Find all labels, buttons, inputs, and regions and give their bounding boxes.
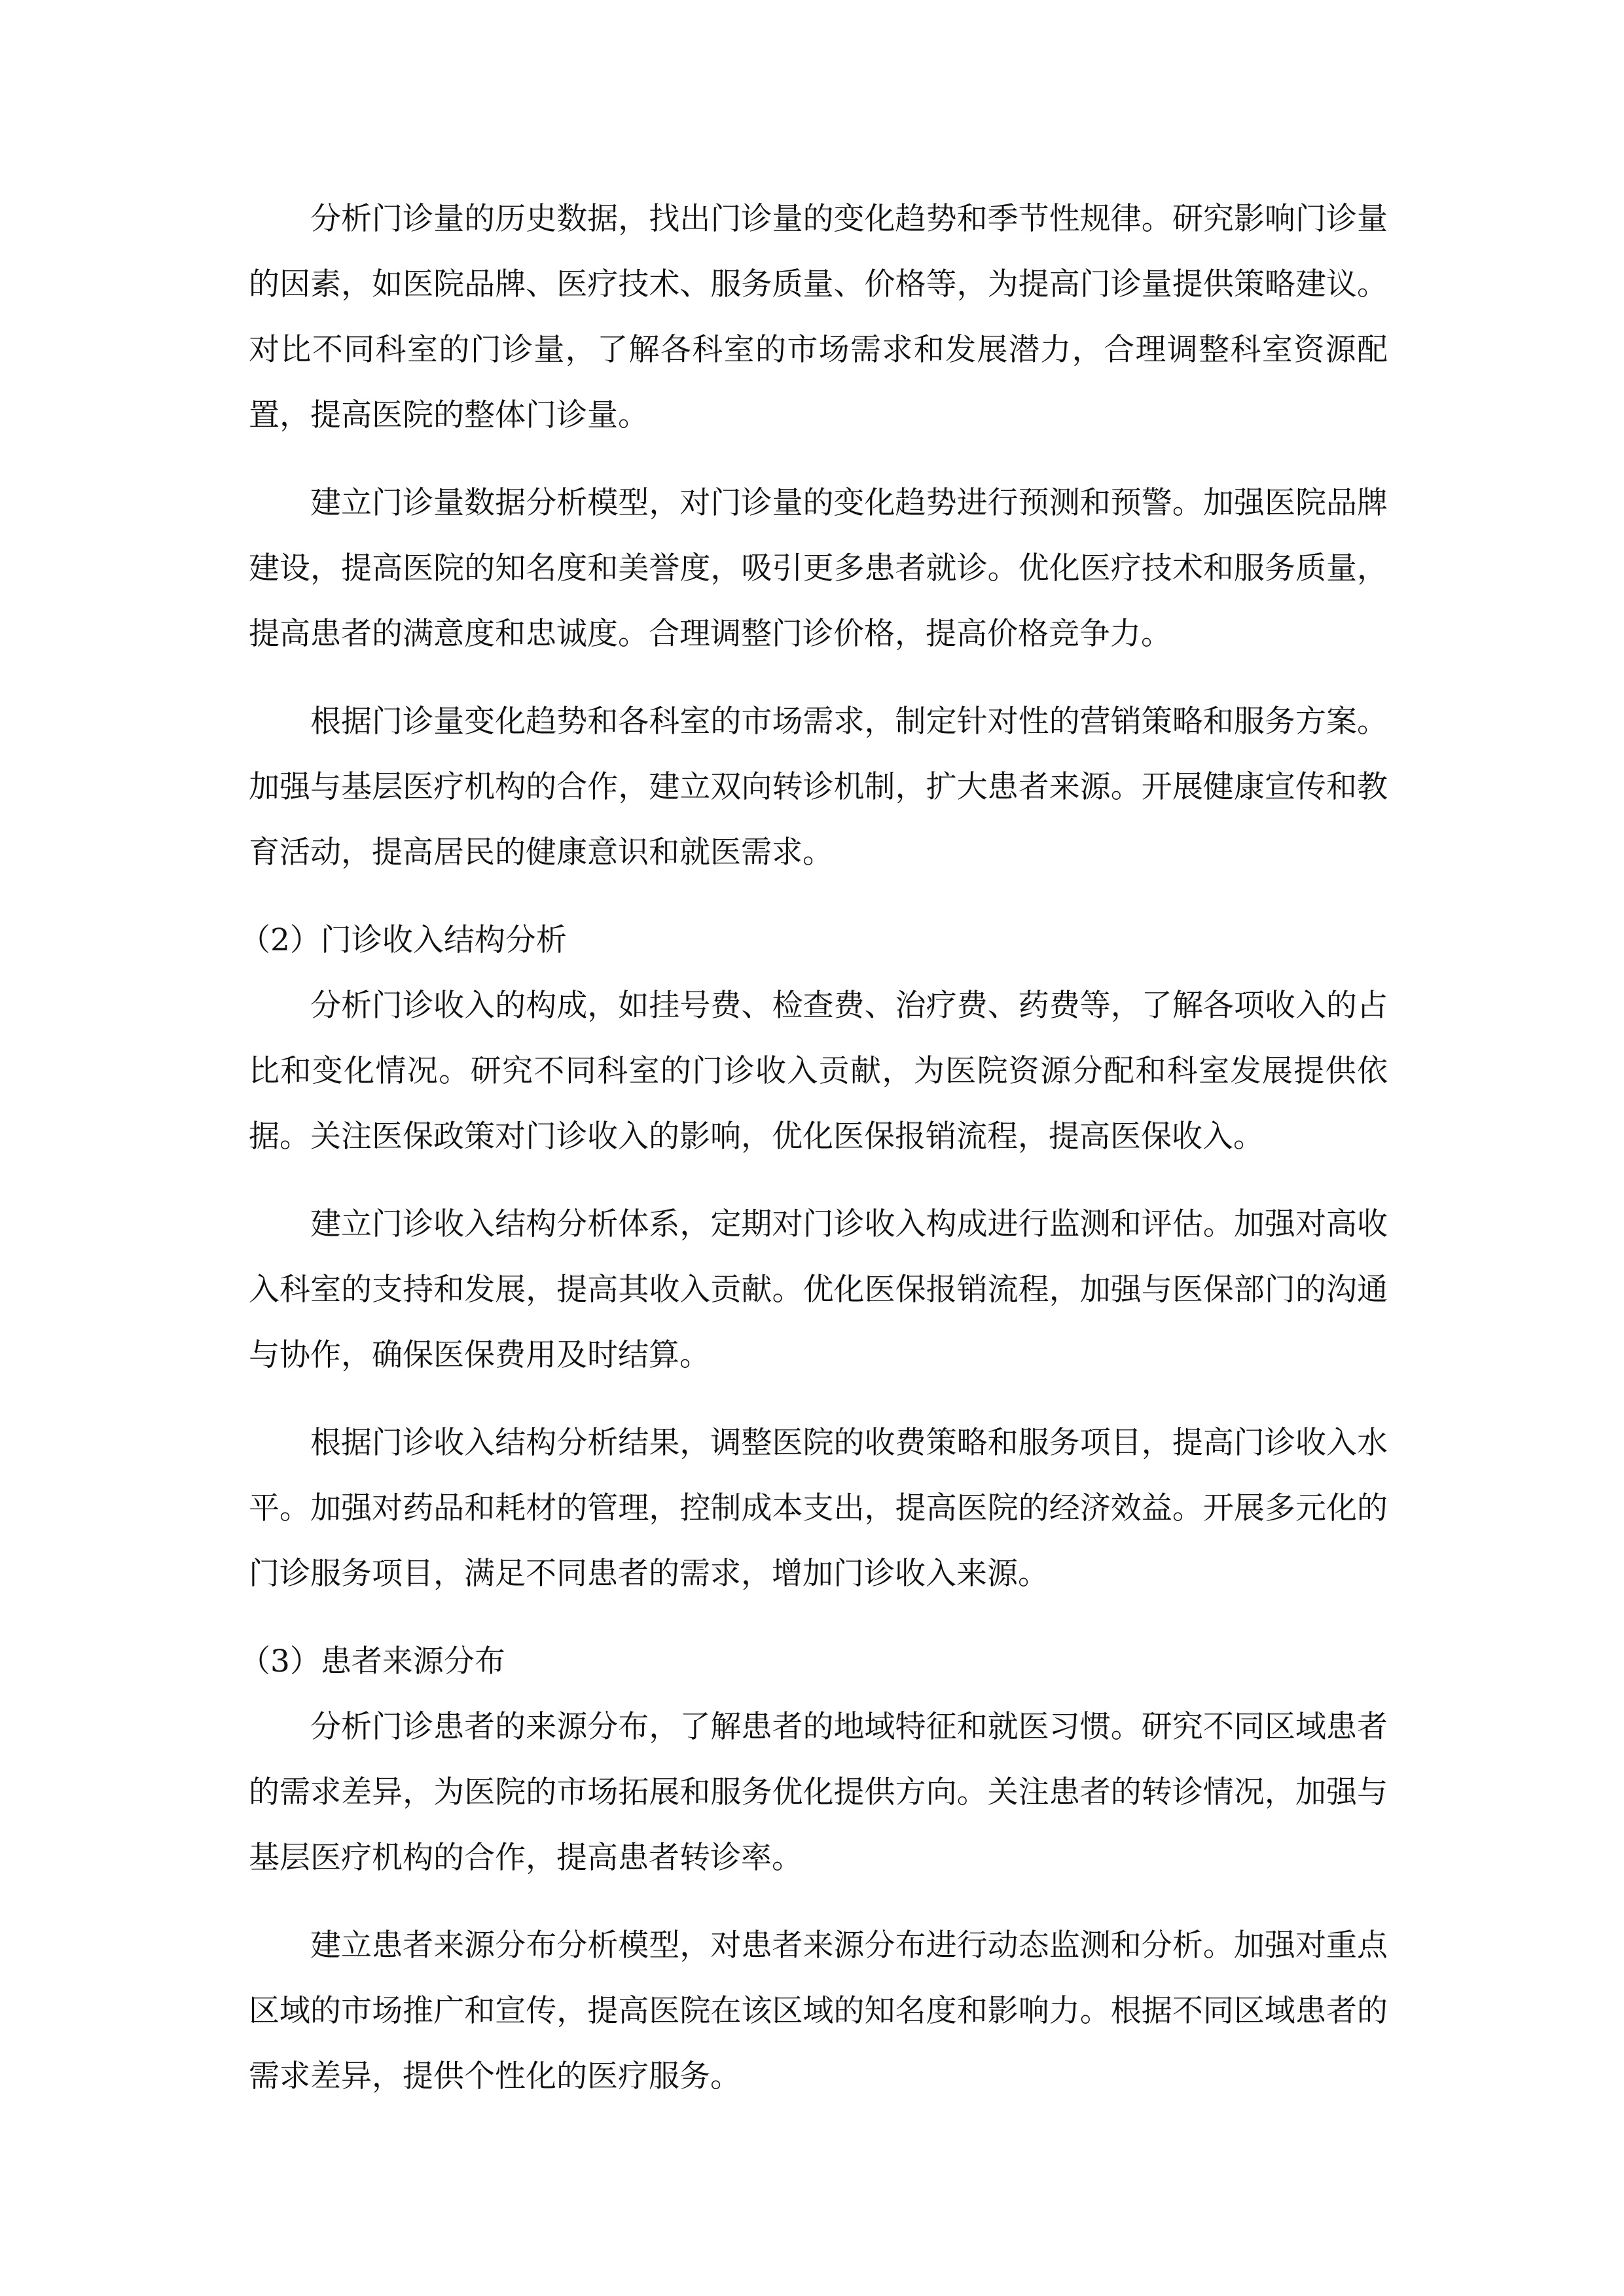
paragraph-outpatient-volume-strategy: 根据门诊量变化趋势和各科室的市场需求，制定针对性的营销策略和服务方案。加强与基层医疗机构的合作，建立双向转诊机制，扩大患者来源。开展健康宣传和教育活动，提高居民的健康意识和就医需求。: [249, 704, 1388, 870]
document-page: [240, 187, 1388, 2109]
paragraph-outpatient-volume-model: 建立门诊量数据分析模型，对门诊量的变化趋势进行预测和预警。加强医院品牌建设，提高医院的知名度和美誉度，吸引更多患者就诊。优化医疗技术和服务质量，提高患者的满意度和忠诚度。合理调整门诊价格，提高价格竞争力。: [249, 485, 1388, 652]
paragraph-income-composition: 分析门诊收入的构成，如挂号费、检查费、治疗费、药费等，了解各项收入的占比和变化情况。研究不同科室的门诊收入贡献，为医院资源分配和科室发展提供依据。关注医保政策对门诊收入的影响，优化医保报销流程，提高医保收入。: [249, 988, 1388, 1155]
paragraph-income-system: 建立门诊收入结构分析体系，定期对门诊收入构成进行监测和评估。加强对高收入科室的支持和发展，提高其收入贡献。优化医保报销流程，加强与医保部门的沟通与协作，确保医保费用及时结算。: [249, 1206, 1388, 1373]
paragraph-patient-source-analysis: 分析门诊患者的来源分布，了解患者的地域特征和就医习惯。研究不同区域患者的需求差异，为医院的市场拓展和服务优化提供方向。关注患者的转诊情况，加强与基层医疗机构的合作，提高患者转诊率。: [249, 1709, 1388, 1876]
paragraph-outpatient-volume-analysis: 分析门诊量的历史数据，找出门诊量的变化趋势和季节性规律。研究影响门诊量的因素，如医院品牌、医疗技术、服务质量、价格等，为提高门诊量提供策略建议。对比不同科室的门诊量，了解各科室的市场需求和发展潜力，合理调整科室资源配置，提高医院的整体门诊量。: [249, 201, 1388, 433]
paragraph-income-adjustment: 根据门诊收入结构分析结果，调整医院的收费策略和服务项目，提高门诊收入水平。加强对药品和耗材的管理，控制成本支出，提高医院的经济效益。开展多元化的门诊服务项目，满足不同患者的需求，增加门诊收入来源。: [249, 1425, 1388, 1592]
section-heading-income-structure: （2）门诊收入结构分析: [240, 922, 567, 958]
section-heading-patient-source: （3）患者来源分布: [240, 1643, 505, 1679]
paragraph-patient-source-model: 建立患者来源分布分析模型，对患者来源分布进行动态监测和分析。加强对重点区域的市场推广和宣传，提高医院在该区域的知名度和影响力。根据不同区域患者的需求差异，提供个性化的医疗服务。: [249, 1928, 1388, 2094]
